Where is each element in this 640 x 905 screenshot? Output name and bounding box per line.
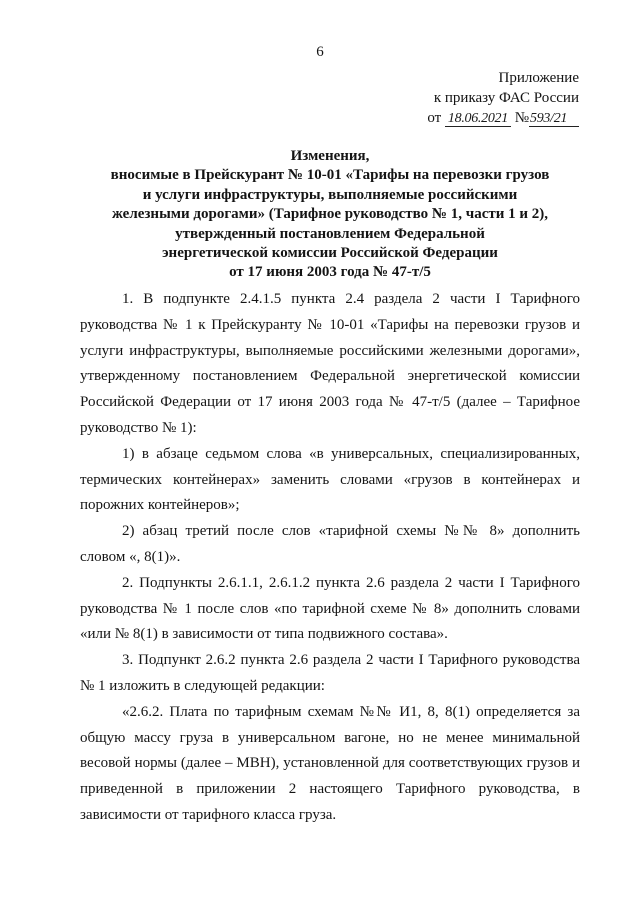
appendix-block	[427, 68, 579, 128]
appendix-title: Приложение	[498, 70, 579, 86]
paragraph-6	[80, 700, 580, 829]
appendix-date-line	[427, 108, 579, 128]
paragraph-2	[80, 442, 580, 519]
paragraph-line: Российской Федерации от 17 июня 2003 года № 47-т/5 (далее – Тарифное	[80, 394, 580, 411]
paragraph-line: общую массу груза в универсальном вагоне, но не менее минимальной	[80, 729, 580, 746]
heading-line-3: и услуги инфраструктуры, выполняемые российскими	[142, 186, 518, 203]
paragraph-line: 2. Подпункты 2.6.1.1, 2.6.1.2 пункта 2.6 раздела 2 части I Тарифного	[122, 574, 580, 591]
paragraph-line: 3. Подпункт 2.6.2 пункта 2.6 раздела 2 части I Тарифного руководства	[122, 652, 580, 669]
date-prefix: от	[427, 110, 442, 126]
paragraph-5	[80, 648, 580, 700]
paragraph-line: руководства № 1 к Прейскуранту № 10-01 «Тарифы на перевозки грузов и	[80, 316, 580, 333]
document-heading	[80, 147, 580, 283]
handwritten-date: 18.06.2021	[445, 111, 511, 127]
paragraph-line: зависимости от тарифного класса груза.	[80, 806, 337, 823]
paragraph-line: весовой нормы (далее – МВН), установленной для соответствующих грузов и	[80, 755, 580, 772]
page-number: 6	[316, 44, 324, 60]
paragraph-1	[80, 287, 580, 442]
paragraph-line: № 1 изложить в следующей редакции:	[80, 677, 325, 694]
heading-line-7: от 17 июня 2003 года № 47-т/5	[229, 264, 431, 281]
handwritten-number: 593/21	[529, 111, 579, 127]
paragraph-line: приведенной в приложении 2 настоящего Тарифного руководства, в	[80, 781, 580, 798]
appendix-order-ref: к приказу ФАС России	[433, 90, 579, 106]
paragraph-line: 2) абзац третий после слов «тарифной схемы №№ 8» дополнить	[122, 523, 580, 540]
heading-line-4: железными дорогами» (Тарифное руководство № 1, части 1 и 2),	[111, 206, 549, 223]
number-sign: №	[514, 110, 529, 126]
paragraph-line: «2.6.2. Плата по тарифным схемам №№ И1, 8, 8(1) определяется за	[122, 703, 580, 720]
paragraph-line: порожних контейнеров»;	[80, 497, 240, 514]
paragraph-line: услуги инфраструктуры, выполняемые российскими железными дорогами»,	[80, 342, 580, 359]
body-text	[80, 287, 580, 829]
paragraph-line: 1. В подпункте 2.4.1.5 пункта 2.4 раздела 2 части I Тарифного	[122, 291, 580, 307]
heading-line-5: утвержденный постановлением Федеральной	[175, 225, 485, 242]
heading-line-1: Изменения,	[290, 148, 370, 164]
paragraph-line: руководства № 1 после слов «по тарифной схеме № 8» дополнить словами	[80, 600, 580, 617]
paragraph-3	[80, 519, 580, 571]
paragraph-line: словом «, 8(1)».	[80, 548, 181, 565]
heading-line-2: вносимые в Прейскурант № 10-01 «Тарифы на перевозки грузов	[110, 167, 550, 184]
paragraph-line: 1) в абзаце седьмом слова «в универсальных, специализированных,	[122, 445, 580, 462]
paragraph-4	[80, 571, 580, 648]
paragraph-line: утвержденному постановлением Федеральной энергетической комиссии	[80, 368, 580, 385]
paragraph-line: термических контейнерах» заменить словами «грузов в контейнерах и	[80, 471, 580, 488]
heading-line-6: энергетической комиссии Российской Федерации	[162, 245, 498, 262]
paragraph-line: «или № 8(1) в зависимости от типа подвижного состава».	[80, 626, 448, 643]
paragraph-line: руководство № 1):	[80, 419, 197, 436]
